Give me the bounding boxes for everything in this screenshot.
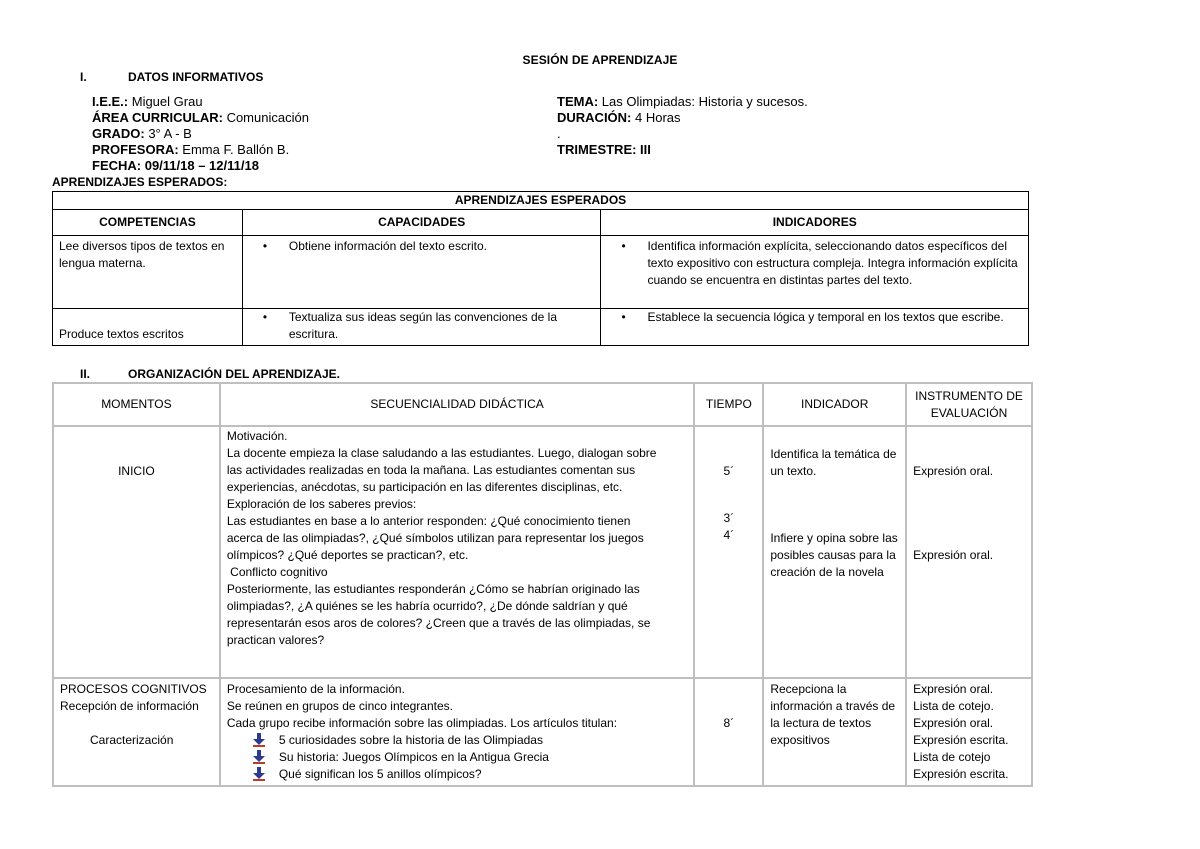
competencia-cell: Lee diversos tipos de textos en lengua materna.	[53, 236, 243, 309]
info-dot: .	[557, 126, 561, 141]
organizacion-table	[52, 382, 1033, 787]
section-label: DATOS INFORMATIVOS	[128, 70, 264, 84]
table-row-inicio	[53, 426, 1032, 678]
instrumento-procesos: Expresión oral. Lista de cotejo. Expresión oral. Expresión escrita. Lista de cotejo Expresión escrita.	[906, 678, 1032, 786]
indicador-cell: • Identifica información explícita, seleccionando datos específicos del texto expositivo con estructura compleja. Integra información explícita cuando se encuentra en distintas partes del texto.	[601, 236, 1029, 309]
section-number: I.	[80, 70, 87, 84]
info-profesora: PROFESORA: Emma F. Ballón B.	[92, 142, 290, 157]
secuencia-procesos: Procesamiento de la información. Se reúnen en grupos de cinco integrantes. Cada grupo recibe información sobre las olimpiadas. Los artículos titulan: 5 curiosidades sobre la historia de las Olimpiadas Su historia: Juegos Olímpicos en la Antigua Grecia Qué significan los 5 anillos olímpicos?	[220, 678, 695, 786]
header-competencias: COMPETENCIAS	[53, 210, 243, 236]
indicador-inicio: Identifica la temática de un texto. Infiere y opina sobre las posibles causas para la creación de la novela	[763, 426, 906, 678]
header-secuencialidad: SECUENCIALIDAD DIDÁCTICA	[220, 383, 695, 426]
info-area: ÁREA CURRICULAR: Comunicación	[92, 110, 309, 125]
aprendizajes-label: APRENDIZAJES ESPERADOS:	[52, 175, 228, 189]
info-right	[557, 94, 977, 158]
section-number: II.	[80, 367, 91, 381]
page-title: SESIÓN DE APRENDIZAJE	[522, 53, 678, 67]
info-grado: GRADO: 3° A - B	[92, 126, 192, 141]
list-item: Su historia: Juegos Olímpicos en la Antigua Grecia	[279, 749, 688, 766]
header-instrumento: INSTRUMENTO DE EVALUACIÓN	[906, 383, 1032, 426]
list-item: Qué significan los 5 anillos olímpicos?	[279, 766, 688, 783]
instrumento-inicio: Expresión oral. Expresión oral.	[906, 426, 1032, 678]
arrow-bullet-icon	[253, 750, 265, 764]
info-duracion: DURACIÓN: 4 Horas	[557, 110, 681, 125]
capacidad-cell: • Obtiene información del texto escrito.	[242, 236, 601, 309]
secuencia-inicio: Motivación. La docente empieza la clase saludando a las estudiantes. Luego, dialogan sobre las actividades realizadas en toda la mañana. Las estudiantes comentan sus experiencias, anécdotas, su participación en las diferentes disciplinas, etc. Exploración de los saberes previos: Las estudiantes en base a lo anterior responden: ¿Qué conocimiento tienen acerca de las olimpiadas?, ¿Qué símbolos utilizan para representar los juegos olímpicos? ¿Qué deportes se practican?, etc. Conflicto cognitivo Posteriormente, las estudiantes responderán ¿Cómo se habrían originado las olimpiadas?, ¿A quiénes se les habría ocurrido?, ¿De dónde saldrían y qué representarán esos aros de colores? ¿Creen que a través de las olimpiadas, se practican valores?	[220, 426, 695, 678]
header-indicador: INDICADOR	[763, 383, 906, 426]
competencia-cell: Produce textos escritos	[53, 309, 243, 346]
header-momentos: MOMENTOS	[53, 383, 220, 426]
momento-inicio: INICIO	[53, 426, 220, 678]
articulos-list	[227, 732, 688, 783]
arrow-bullet-icon	[253, 767, 265, 781]
section-organizacion	[80, 367, 340, 381]
section-datos-informativos	[80, 70, 263, 84]
indicador-cell: • Establece la secuencia lógica y temporal en los textos que escribe.	[601, 309, 1029, 346]
info-trimestre: TRIMESTRE: III	[557, 142, 651, 157]
section-label: ORGANIZACIÓN DEL APRENDIZAJE.	[128, 367, 341, 381]
table-row-procesos	[53, 678, 1032, 786]
tiempo-procesos: 8´	[694, 678, 763, 786]
header-tiempo: TIEMPO	[694, 383, 763, 426]
header-capacidades: CAPACIDADES	[242, 210, 601, 236]
info-fecha: FECHA: 09/11/18 – 12/11/18	[92, 158, 259, 170]
capacidad-cell: • Textualiza sus ideas según las convenciones de la escritura.	[242, 309, 601, 346]
list-item: 5 curiosidades sobre la historia de las Olimpiadas	[279, 732, 688, 749]
arrow-bullet-icon	[253, 733, 265, 747]
table-row	[53, 309, 1029, 346]
aprendizajes-table	[52, 191, 1029, 346]
info-tema: TEMA: Las Olimpiadas: Historia y sucesos.	[557, 94, 808, 109]
header-indicadores: INDICADORES	[601, 210, 1029, 236]
table-row	[53, 236, 1029, 309]
table1-title: APRENDIZAJES ESPERADOS	[53, 192, 1029, 210]
momento-procesos: PROCESOS COGNITIVOS Recepción de información Caracterización	[53, 678, 220, 786]
info-left	[92, 94, 512, 170]
info-iee: I.E.E.: Miguel Grau	[92, 94, 203, 109]
tiempo-inicio: 5´ 3´ 4´	[694, 426, 763, 678]
indicador-procesos: Recepciona la información a través de la lectura de textos expositivos	[763, 678, 906, 786]
